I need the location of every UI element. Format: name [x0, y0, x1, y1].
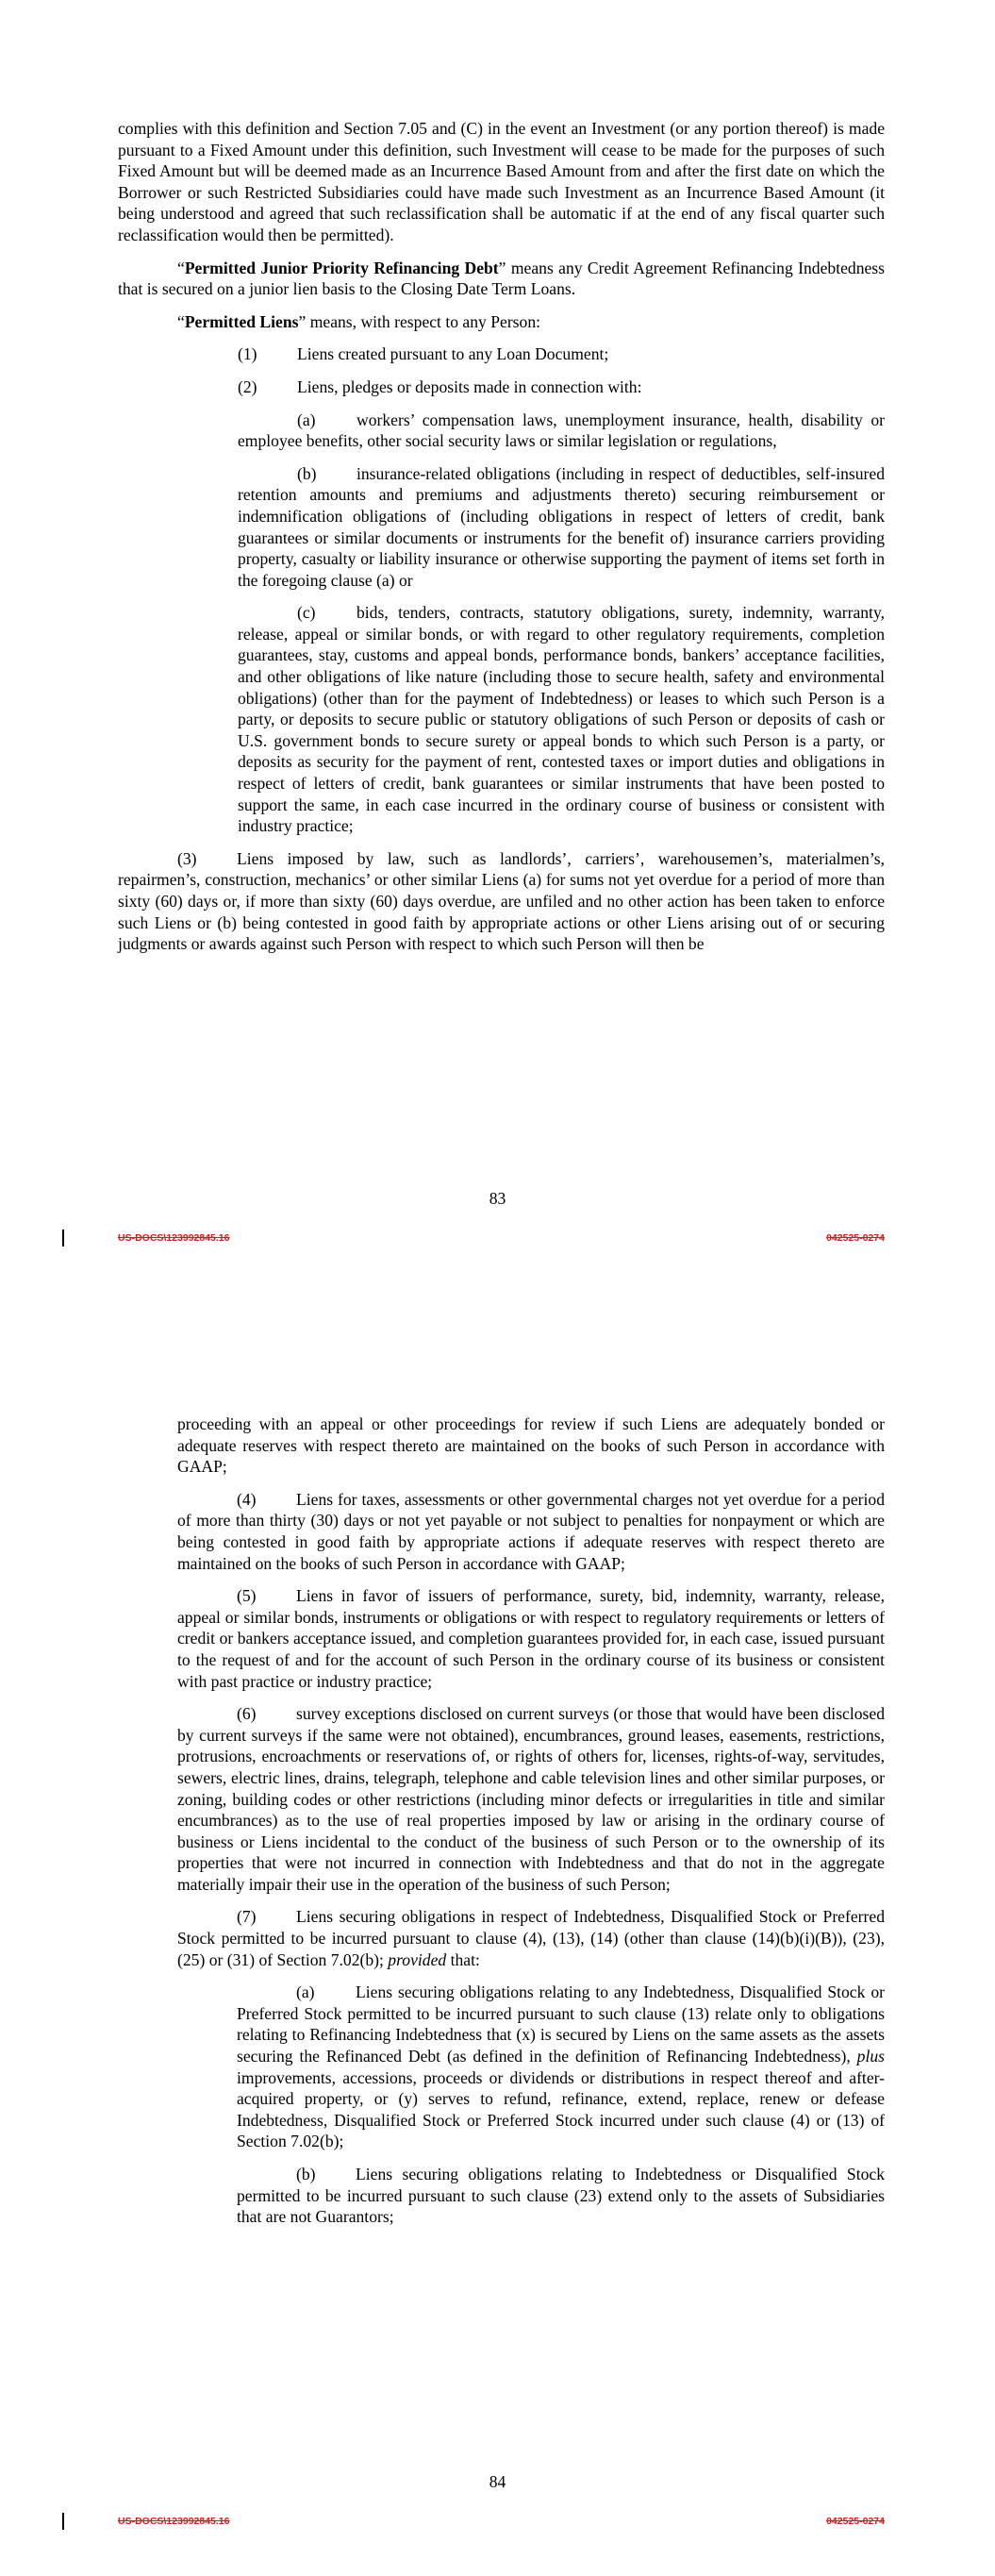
definition-paragraph: “Permitted Liens” means, with respect to any Person:	[177, 311, 541, 331]
clause-text: workers’ compensation laws, unemployment insurance, health, disability or employee benefits, other social security laws or similar legislation or regulations,	[238, 410, 885, 451]
clause-number: (4)	[237, 1489, 257, 1509]
definition-paragraph: “Permitted Junior Priority Refinancing Debt” means any Credit Agreement Refinancing Indebtedness that is secured on a junior lien basis to the Closing Date Term Loans.	[118, 258, 885, 299]
clause-text: Liens in favor of issuers of performance, surety, bid, indemnity, warranty, release, appeal or similar bonds, instruments or obligations or with respect to regulatory requirements or letters of credit or bankers acceptance issued, and completion guarantees provided for, in each case, issued pursuant to the request of and for the account of such Person in the ordinary course of its business or consistent with past practice or industry practice;	[177, 1586, 885, 1691]
page-number: 84	[489, 2472, 506, 2491]
footer-doc-id: US-DOCS\123992845.16	[118, 2516, 230, 2527]
list-item	[177, 1906, 885, 1970]
page-body	[118, 118, 885, 966]
page-footer	[0, 1229, 995, 1248]
list-item	[177, 1489, 885, 1574]
page-84	[0, 1302, 995, 2576]
emphasis-text: plus	[856, 2047, 885, 2066]
clause-text: Liens securing obligations relating to any Indebtedness, Disqualified Stock or Preferred Stock permitted to be incurred pursuant to such clause (13) relate only to obligations relating to Refinancing Indebtedness that (x) is secured by Liens on the same assets as the assets securing the Refinanced Debt (as defined in the definition of Refinancing Indebtedness),	[237, 1982, 885, 2066]
clause-number: (b)	[297, 463, 317, 483]
clause-text: Liens imposed by law, such as landlords’, carriers’, warehousemen’s, materialmen’s, repairmen’s, construction, mechanics’ or other similar Liens (a) for sums not yet overdue for a period of more than sixty (60) days or, if more than sixty (60) days overdue, are unfiled and no other action has been taken to enforce such Liens or (b) being contested in good faith by appropriate actions or other Liens arising out of or securing judgments or awards against such Person with respect to which such Person will then be	[118, 848, 885, 954]
clause-number: (a)	[297, 410, 316, 429]
footer-doc-id: US-DOCS\123992845.16	[118, 1232, 230, 1244]
list-item	[118, 848, 885, 955]
definition-text: means any Credit Agreement Refinancing Indebtedness that is secured on a junior lien basis to the Closing Date Term Loans.	[118, 258, 885, 299]
clause-text: Liens securing obligations relating to Indebtedness or Disqualified Stock permitted to be incurred pursuant to such clause (23) extend only to the assets of Subsidiaries that are not Guarantors;	[237, 2165, 885, 2227]
sub-list-item	[238, 410, 885, 452]
emphasis-text: provided	[388, 1949, 447, 1969]
definition-text: means, with respect to any Person:	[306, 311, 541, 331]
page-body	[177, 1413, 885, 2239]
footer-ref: 042525-0274	[826, 1232, 885, 1244]
clause-number: (b)	[296, 2165, 316, 2183]
clause-number: (7)	[237, 1907, 257, 1927]
change-bar	[62, 1229, 64, 1246]
defined-term: Permitted Junior Priority Refinancing Debt	[184, 258, 499, 277]
sub-list-item	[238, 602, 885, 837]
clause-number: (6)	[237, 1704, 257, 1724]
defined-term: Permitted Liens	[184, 311, 299, 331]
page-number: 83	[489, 1189, 506, 1208]
clause-text: Liens created pursuant to any Loan Document;	[297, 344, 609, 364]
clause-text: insurance-related obligations (including in respect of deductibles, self-insured retention amounts and premiums and adjustments thereto) securing reimbursement or indemnification obligations of (including obligations in respect of letters of credit, bank guarantees or similar documents or instruments for the benefit of) insurance carriers providing property, casualty or liability insurance or otherwise supporting the payment of items set forth in the foregoing clause (a) or	[238, 463, 885, 590]
clause-text-tail: that:	[446, 1949, 480, 1969]
sub-list-item	[238, 463, 885, 592]
clause-number: (3)	[177, 848, 197, 868]
clause-text: Liens for taxes, assessments or other governmental charges not yet overdue for a period of more than thirty (30) days or not yet payable or not subject to penalties for nonpayment or which are being contested in good faith by appropriate actions if adequate reserves with respect thereto are maintained on the books of such Person in accordance with GAAP;	[177, 1489, 885, 1573]
clause-number: (c)	[297, 603, 316, 623]
continuation-paragraph: complies with this definition and Section 7.05 and (C) in the event an Investment (or any portion thereof) is made pursuant to a Fixed Amount under this definition, such Investment will cease to be made for the purposes of such Fixed Amount but will be deemed made as an Incurrence Based Amount from and after the first date on which the Borrower or such Restricted Subsidiaries could have made such Investment as an Incurrence Based Amount (it being understood and agreed that such reclassification shall be automatic if at the end of any fiscal quarter such reclassification would then be permitted).	[118, 119, 885, 244]
list-item	[177, 1585, 885, 1692]
clause-number: (1)	[238, 344, 257, 364]
page-footer	[0, 2513, 995, 2532]
clause-text: survey exceptions disclosed on current surveys (or those that would have been disclosed by current surveys if the same were not obtained), encumbrances, ground leases, easements, restrictions, protrusions, encroachments or reservations of, or rights of others for, licenses, rights-of-way, servitudes, sewers, electric lines, drains, telegraph, telephone and cable television lines and other similar purposes, or zoning, building codes or other restrictions (including minor defects or irregularities in title and similar encumbrances) as to the use of real properties imposed by law or arising in the ordinary course of business or Liens incidental to the conduct of the business of such Person or to the ownership of its properties that were not incurred in connection with Indebtedness and that do not in the aggregate materially impair their use in the operation of the business of such Person;	[177, 1704, 885, 1894]
continuation-paragraph: proceeding with an appeal or other proceedings for review if such Liens are adequately bonded or adequate reserves with respect thereto are maintained on the books of such Person in accordance with GAAP;	[177, 1414, 885, 1477]
footer-ref: 042525-0274	[826, 2516, 885, 2527]
sub-list-item	[237, 2164, 885, 2228]
change-bar	[62, 2513, 64, 2530]
clause-number: (a)	[296, 1982, 315, 2002]
sub-list-item	[237, 1982, 885, 2152]
clause-text: bids, tenders, contracts, statutory obligations, surety, indemnity, warranty, release, appeal or similar bonds, or with regard to other regulatory requirements, completion guarantees, stay, customs and appeal bonds, performance bonds, bankers’ acceptance facilities, and other obligations of like nature (including those to secure health, safety and environmental obligations) (other than for the payment of Indebtedness) or leases to which such Person is a party, or deposits to secure public or statutory obligations of such Person or deposits of cash or U.S. government bonds to secure surety or appeal bonds to which such Person is a party, or deposits as security for the payment of rent, contested taxes or import duties and obligations in respect of letters of credit, bank guarantees or similar instruments that have been posted to support the same, in each case incurred in the ordinary course of business or consistent with industry practice;	[238, 603, 885, 836]
clause-text: Liens securing obligations in respect of Indebtedness, Disqualified Stock or Preferred Stock permitted to be incurred pursuant to clause (4), (13), (14) (other than clause (14)(b)(i)(B)), (23), (25) or (31) of Section 7.02(b);	[177, 1907, 885, 1969]
list-item	[118, 343, 885, 365]
list-item	[177, 1703, 885, 1895]
clause-number: (5)	[237, 1586, 257, 1606]
clause-text: Liens, pledges or deposits made in connection with:	[297, 376, 642, 396]
clause-number: (2)	[238, 376, 257, 396]
clause-text-tail: improvements, accessions, proceeds or dividends or distributions in respect thereof and after-acquired property, or (y) serves to refund, refinance, extend, replace, renew or defease Indebtedness, Disqualified Stock or Preferred Stock incurred under such clause (4) or (13) of Section 7.02(b);	[237, 2067, 885, 2151]
list-item	[118, 376, 885, 398]
